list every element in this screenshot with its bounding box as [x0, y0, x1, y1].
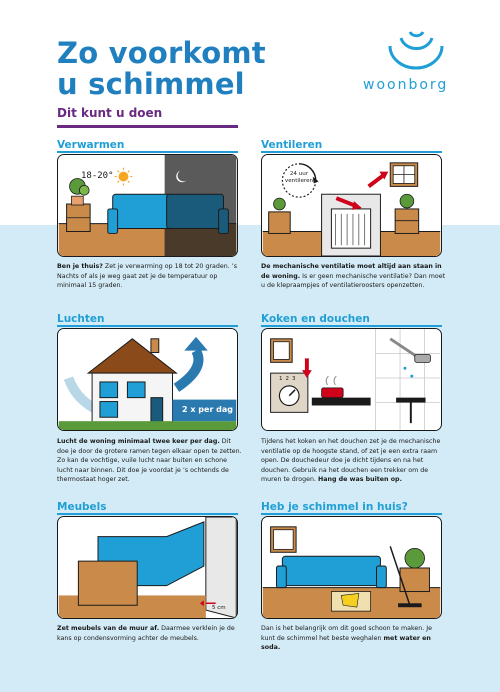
woonborg-logo-icon [360, 28, 470, 108]
text-meubels: Zet meubels van de muur af. Daarmee verklein je de kans op condensvorming achter de meubels. [57, 625, 235, 642]
page-subtitle: Dit kunt u doen [57, 106, 163, 120]
temp-day-label: 18-20° [81, 171, 114, 181]
furniture-illustration [58, 517, 237, 618]
page-title: Zo voorkomt u schimmel [57, 36, 266, 101]
section-divider [57, 151, 238, 153]
temp-night-label: 15° [135, 171, 152, 181]
clock-label: 24 uur ventileren [284, 171, 314, 184]
illustration-luchten [57, 328, 238, 431]
section-title-verwarmen: Verwarmen [57, 139, 125, 151]
logo-wordmark: woonborg [363, 77, 449, 93]
illustration-schimmel [261, 516, 442, 619]
illustration-koken [261, 328, 442, 431]
section-title-meubels: Meubels [57, 501, 107, 513]
cleaning-illustration [262, 517, 441, 618]
section-title-luchten: Luchten [57, 313, 105, 325]
section-divider [261, 513, 442, 515]
text-koken: Tijdens het koken en het douchen zet je de mechanische ventilatie op de hoogste stand, of zet je een extra raam open. De douchedeur doe je dicht tijdens en na het douchen. Gebruik na het douchen een trekker om de muren te drogen. Hang de was buiten op. [261, 438, 441, 484]
section-title-schimmel: Heb je schimmel in huis? [261, 501, 408, 513]
illustration-meubels [57, 516, 238, 619]
house-illustration [58, 329, 237, 430]
section-divider [57, 325, 238, 327]
illustration-ventileren [261, 154, 442, 257]
section-divider [57, 513, 238, 515]
text-schimmel: Dan is het belangrijk om dit goed schoon te maken. Je kunt de schimmel het beste weghalen met water en soda. [261, 625, 432, 652]
subtitle-rule [57, 125, 238, 128]
per-day-badge: 2 x per dag [182, 405, 234, 414]
text-verwarmen: Ben je thuis? Zet je verwarming op 18 tot 20 graden. ’s Nachts of als je weg gaat zet je de temperatuur op minimaal 15 graden. [57, 263, 238, 290]
section-divider [261, 325, 442, 327]
section-title-ventileren: Ventileren [261, 139, 323, 151]
section-divider [261, 151, 442, 153]
text-luchten: Lucht de woning minimaal twee keer per dag. Dit doe je door de grotere ramen tegen elkaar open te zetten. Zo kan de vochtige, vuile lucht naar buiten en schone lucht naar binnen. Dit doe je voordat je ’s ochtends de thermostaat hoger zet. [57, 438, 242, 484]
section-title-koken: Koken en douchen [261, 313, 370, 325]
dial-labels: 123 [279, 376, 299, 382]
distance-label: 5 cm [212, 605, 226, 611]
text-ventileren: De mechanische ventilatie moet altijd aan staan in de woning. Is er geen mechanische ventilatie? Dan moet u de klepraampjes of ventilatieroosters openzetten. [261, 263, 446, 290]
illustration-verwarmen [57, 154, 238, 257]
